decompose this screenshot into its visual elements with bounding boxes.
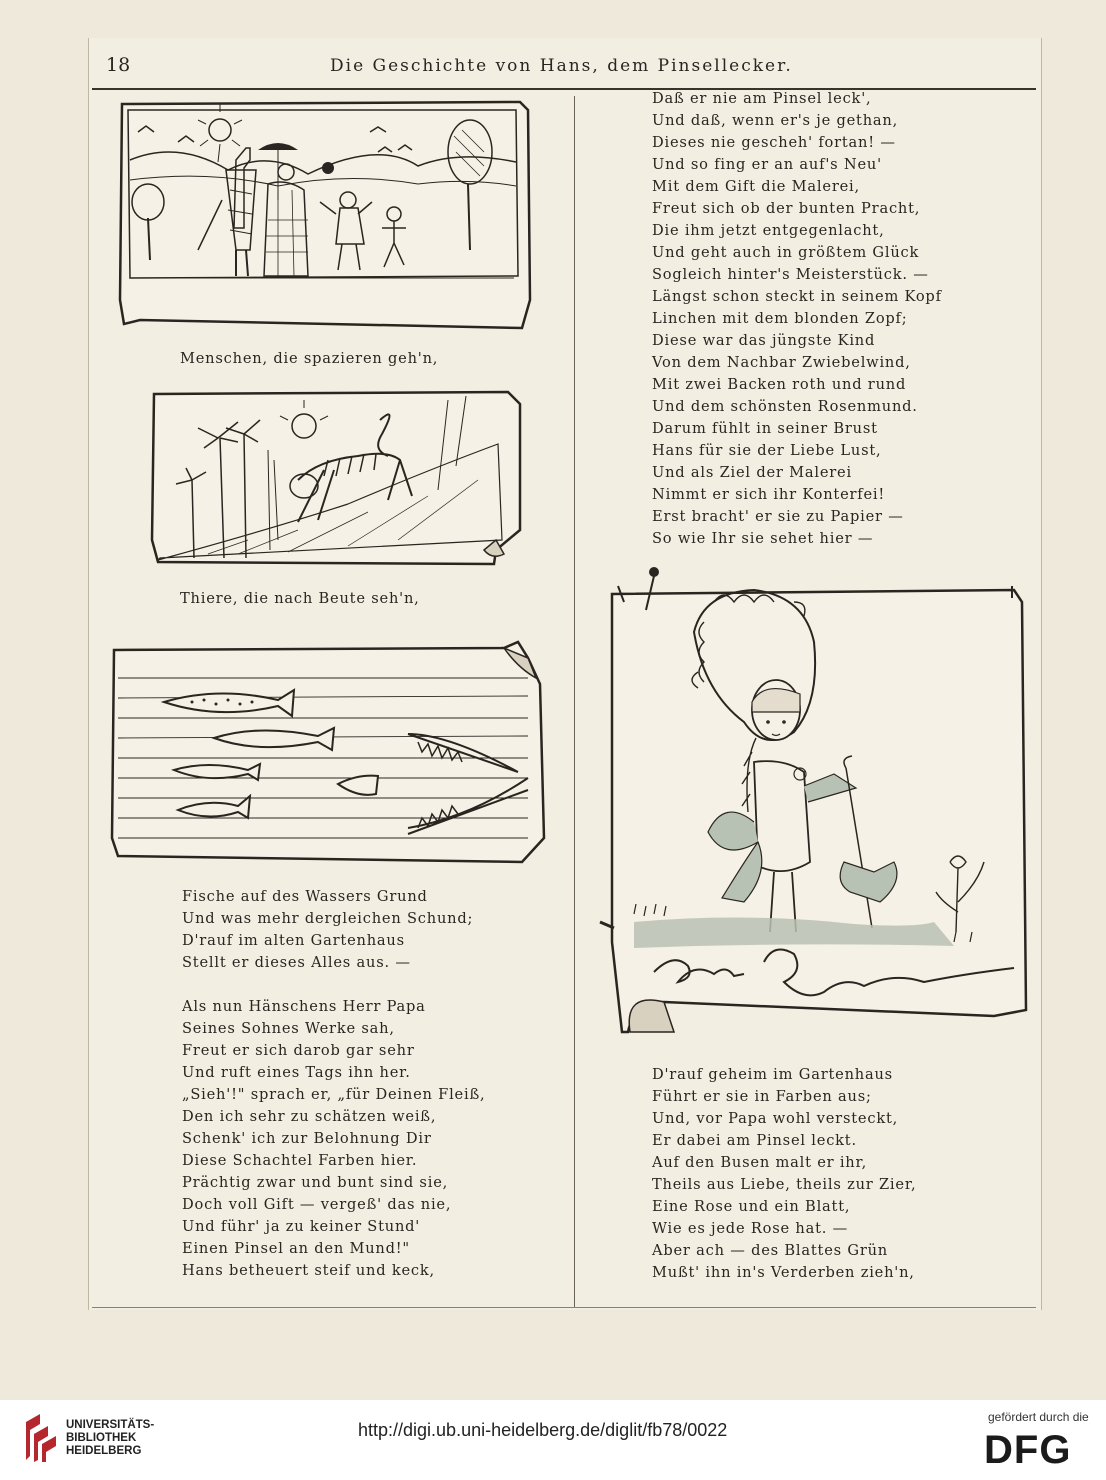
bottom-rule: [92, 1307, 1036, 1308]
verse-line: Aber ach — des Blattes Grün: [652, 1242, 889, 1259]
verse-line: D'rauf geheim im Gartenhaus: [652, 1066, 893, 1083]
verse-line: Erst bracht' er sie zu Papier —: [652, 508, 904, 525]
verse-right-column-bottom: [652, 1064, 916, 1284]
verse-line: Als nun Hänschens Herr Papa: [182, 998, 426, 1015]
verse-line: Linchen mit dem blonden Zopf;: [652, 310, 908, 327]
verse-line: Freut er sich darob gar sehr: [182, 1042, 415, 1059]
verse-line: Den ich sehr zu schätzen weiß,: [182, 1108, 437, 1125]
verse-line: Diese Schachtel Farben hier.: [182, 1152, 418, 1169]
verse-line: Und geht auch in größtem Glück: [652, 244, 920, 261]
verse-line: Theils aus Liebe, theils zur Zier,: [652, 1176, 917, 1193]
caption-people: Menschen, die spazieren geh'n,: [180, 350, 439, 367]
verse-line: Er dabei am Pinsel leckt.: [652, 1132, 857, 1149]
verse-line: Hans für sie der Liebe Lust,: [652, 442, 882, 459]
verse-line: Darum fühlt in seiner Brust: [652, 420, 878, 437]
verse-line: Diese war das jüngste Kind: [652, 332, 876, 349]
verse-line: Mußt' ihn in's Verderben zieh'n,: [652, 1264, 915, 1281]
page-number: 18: [106, 54, 131, 76]
verse-line: Doch voll Gift — vergeß' das nie,: [182, 1196, 452, 1213]
verse-line: So wie Ihr sie sehet hier —: [652, 530, 874, 547]
illustration-fishes: [108, 638, 558, 864]
verse-line: Stellt er dieses Alles aus. —: [182, 954, 411, 971]
verse-line: Seines Sohnes Werke sah,: [182, 1020, 395, 1037]
source-url-link[interactable]: http://digi.ub.uni-heidelberg.de/diglit/fb78/0022: [358, 1420, 728, 1440]
verse-line: [182, 974, 485, 996]
verse-line: Und führ' ja zu keiner Stund': [182, 1218, 421, 1235]
illustration-portrait-linchen: [594, 562, 1034, 1040]
verse-line: Und daß, wenn er's je gethan,: [652, 112, 899, 129]
verse-line: Und dem schönsten Rosenmund.: [652, 398, 918, 415]
verse-line: Und so fing er an auf's Neu': [652, 156, 882, 173]
library-logo-icon: [20, 1412, 60, 1468]
verse-line: Führt er sie in Farben aus;: [652, 1088, 872, 1105]
verse-line: Schenk' ich zur Belohnung Dir: [182, 1130, 432, 1147]
verse-line: Mit dem Gift die Malerei,: [652, 178, 860, 195]
verse-line: Daß er nie am Pinsel leck',: [652, 90, 872, 107]
verse-line: Wie es jede Rose hat. —: [652, 1220, 849, 1237]
verse-line: Fische auf des Wassers Grund: [182, 888, 428, 905]
verse-line: Und, vor Papa wohl versteckt,: [652, 1110, 899, 1127]
library-name-line: UNIVERSITÄTS-: [66, 1419, 155, 1431]
library-name-line: HEIDELBERG: [66, 1445, 142, 1457]
verse-line: Auf den Busen malt er ihr,: [652, 1154, 868, 1171]
verse-line: Nimmt er sich ihr Konterfei!: [652, 486, 886, 503]
verse-line: Und als Ziel der Malerei: [652, 464, 852, 481]
verse-right-column-top: [652, 88, 942, 550]
verse-line: Freut sich ob der bunten Pracht,: [652, 200, 921, 217]
library-name-line: BIBLIOTHEK: [66, 1432, 137, 1444]
verse-line: Mit zwei Backen roth und rund: [652, 376, 907, 393]
illustration-tiger: [148, 390, 528, 570]
verse-line: Eine Rose und ein Blatt,: [652, 1198, 851, 1215]
illustration-people-walking: [118, 100, 538, 332]
caption-animals: Thiere, die nach Beute seh'n,: [180, 590, 420, 607]
footer-bar: [0, 1400, 1106, 1480]
verse-line: Hans betheuert steif und keck,: [182, 1262, 435, 1279]
verse-line: Und was mehr dergleichen Schund;: [182, 910, 474, 927]
verse-line: Und ruft eines Tags ihn her.: [182, 1064, 411, 1081]
verse-line: Einen Pinsel an den Mund!": [182, 1240, 410, 1257]
verse-line: Dieses nie gescheh' fortan! —: [652, 134, 896, 151]
dfg-logo: DFG: [984, 1428, 1072, 1472]
verse-line: D'rauf im alten Gartenhaus: [182, 932, 405, 949]
library-name: [66, 1419, 154, 1458]
verse-left-column: [182, 886, 485, 1282]
verse-line: Die ihm jetzt entgegenlacht,: [652, 222, 885, 239]
verse-line: „Sieh'!" sprach er, „für Deinen Fleiß,: [182, 1086, 486, 1103]
verse-line: Sogleich hinter's Meisterstück. —: [652, 266, 929, 283]
verse-line: Prächtig zwar und bunt sind sie,: [182, 1174, 449, 1191]
verse-line: Von dem Nachbar Zwiebelwind,: [652, 354, 911, 371]
funded-by-label: gefördert durch die: [988, 1410, 1089, 1424]
verse-line: Längst schon steckt in seinem Kopf: [652, 288, 942, 305]
running-title: Die Geschichte von Hans, dem Pinsellecker.: [330, 56, 793, 76]
column-rule: [574, 96, 575, 1308]
